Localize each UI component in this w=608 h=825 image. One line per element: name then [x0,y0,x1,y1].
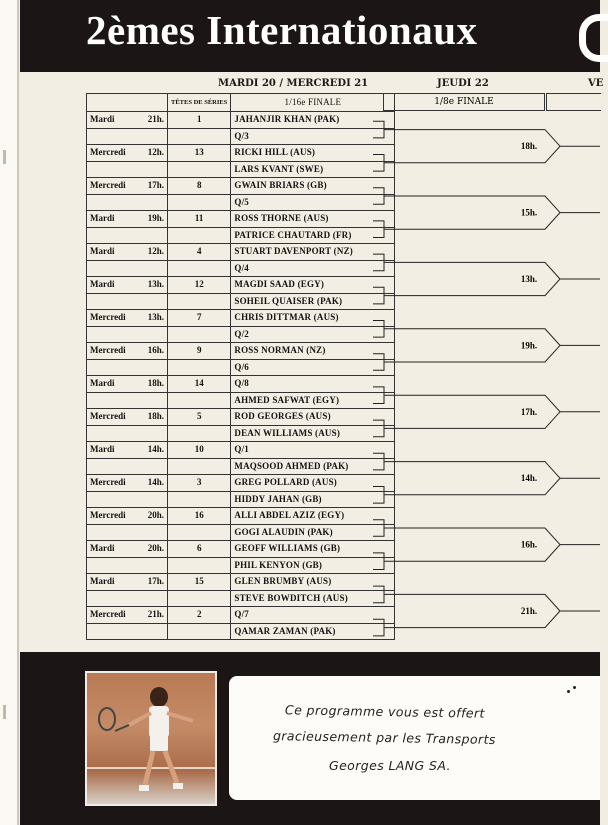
match-bracket [373,254,384,271]
match-day: Mardi [87,244,142,261]
seed-number: 3 [168,475,231,492]
match-bracket [373,586,384,603]
match-bracket [373,553,384,570]
player-name: GOGI ALAUDIN (PAK) [231,524,395,541]
match-bracket [373,354,384,371]
round2-time: 13h. [520,274,538,284]
binding-mark [3,705,6,719]
day-label-3: VE [588,78,604,89]
match-hour: 17h. [141,178,168,195]
match-hour: 12h. [141,244,168,261]
match-hour: 18h. [141,376,168,393]
match-hour: 14h. [141,475,168,492]
player-name: Q/3 [231,128,395,145]
player-name: ALLI ABDEL AZIZ (EGY) [231,508,395,525]
page-title: 2èmes Internationaux [86,7,478,53]
seed-number: 5 [168,409,231,426]
match-day: Mercredi [87,343,142,360]
match-day: Mardi [87,376,142,393]
player-name: MAGDI SAAD (EGY) [231,277,395,294]
seed-number: 10 [168,442,231,459]
player-name: QAMAR ZAMAN (PAK) [231,623,395,640]
player-name: MAQSOOD AHMED (PAK) [231,458,395,475]
player-name: Q/6 [231,359,395,376]
match-day: Mercredi [87,409,142,426]
player-name: CHRIS DITTMAR (AUS) [231,310,395,327]
round2-time: 16h. [520,539,538,550]
match-bracket [373,387,384,404]
seed-number: 9 [168,343,231,360]
match-bracket [373,453,384,470]
player-name: Q/1 [231,442,395,459]
round2-time: 18h. [520,141,538,152]
player-name: Q/5 [231,194,395,211]
match-bracket [373,619,384,636]
match-hour: 20h. [141,541,168,558]
match-day: Mardi [87,211,142,228]
ink-dot [567,690,570,693]
seed-number: 16 [168,508,231,525]
player-name: ROSS NORMAN (NZ) [231,343,395,360]
round2-time: 15h. [520,207,538,218]
player-name: LARS KVANT (SWE) [231,161,395,178]
header-round2: 1/8e FINALE [383,93,545,111]
player-name: GREG POLLARD (AUS) [231,475,395,492]
player-name: HIDDY JAHAN (GB) [231,491,395,508]
seed-number: 1 [168,112,231,129]
match-day: Mardi [87,112,142,129]
match-hour: 17h. [141,574,168,591]
seed-number: 4 [168,244,231,261]
player-name: GLEN BRUMBY (AUS) [231,574,395,591]
player-name: DEAN WILLIAMS (AUS) [231,425,395,442]
match-day: Mercredi [87,145,142,162]
seed-number: 8 [168,178,231,195]
match-hour: 19h. [141,211,168,228]
seed-number: 14 [168,376,231,393]
match-day: Mardi [87,541,142,558]
match-bracket [373,520,384,537]
player-name: Q/8 [231,376,395,393]
player-name: SOHEIL QUAISER (PAK) [231,293,395,310]
match-day: Mercredi [87,607,142,624]
match-bracket [373,287,384,304]
match-hour: 13h. [141,310,168,327]
match-day: Mercredi [87,310,142,327]
match-hour: 20h. [141,508,168,525]
round2-time: 21h. [520,606,538,616]
match-bracket [373,121,384,138]
round2-time: 17h. [520,406,538,417]
seed-number: 6 [168,541,231,558]
player-name: STUART DAVENPORT (NZ) [231,244,395,261]
match-bracket [373,155,384,172]
header-seeds: TÊTES DE SÉRIES [168,94,231,112]
match-day: Mardi [87,442,142,459]
player-name: PHIL KENYON (GB) [231,557,395,574]
match-day: Mardi [87,574,142,591]
match-hour: 18h. [141,409,168,426]
player-name: STEVE BOWDITCH (AUS) [231,590,395,607]
player-name: GWAIN BRIARS (GB) [231,178,395,195]
day-label-2: JEUDI 22 [437,78,489,89]
header-round1: 1/16e FINALE [231,94,395,112]
player-name: GEOFF WILLIAMS (GB) [231,541,395,558]
seed-number: 15 [168,574,231,591]
match-bracket [373,420,384,437]
player-name: ROD GEORGES (AUS) [231,409,395,426]
handwritten-line-3: Georges LANG SA. [329,758,451,773]
handwritten-line-1: Ce programme vous est offert [284,702,485,721]
match-hour: 12h. [141,145,168,162]
match-day: Mardi [87,277,142,294]
seed-number: 12 [168,277,231,294]
seed-number: 7 [168,310,231,327]
player-name: Q/4 [231,260,395,277]
match-bracket [373,221,384,238]
player-name: PATRICE CHAUTARD (FR) [231,227,395,244]
seed-number: 2 [168,607,231,624]
match-hour: 14h. [141,442,168,459]
seed-number: 11 [168,211,231,228]
match-hour: 13h. [141,277,168,294]
match-hour: 21h. [141,607,168,624]
match-hour: 16h. [141,343,168,360]
player-name: AHMED SAFWAT (EGY) [231,392,395,409]
player-name: RICKI HILL (AUS) [231,145,395,162]
match-day: Mercredi [87,508,142,525]
seed-number: 13 [168,145,231,162]
handwritten-line-2: gracieusement par les Transports [272,728,496,747]
match-hour: 21h. [141,112,168,129]
match-day: Mercredi [87,178,142,195]
ink-dot [573,686,576,689]
squash-player-image [87,673,215,804]
round2-time: 19h. [520,340,538,351]
round2-time: 14h. [520,473,538,484]
match-bracket [373,487,384,504]
player-photo [85,671,217,806]
match-day: Mercredi [87,475,142,492]
player-name: Q/2 [231,326,395,343]
match-bracket [373,188,384,205]
player-name: Q/7 [231,607,395,624]
sponsor-note-card [229,676,600,800]
player-name: JAHANJIR KHAN (PAK) [231,112,395,129]
match-bracket [373,321,384,338]
day-label-1: MARDI 20 / MERCREDI 21 [218,78,369,89]
player-name: ROSS THORNE (AUS) [231,211,395,228]
